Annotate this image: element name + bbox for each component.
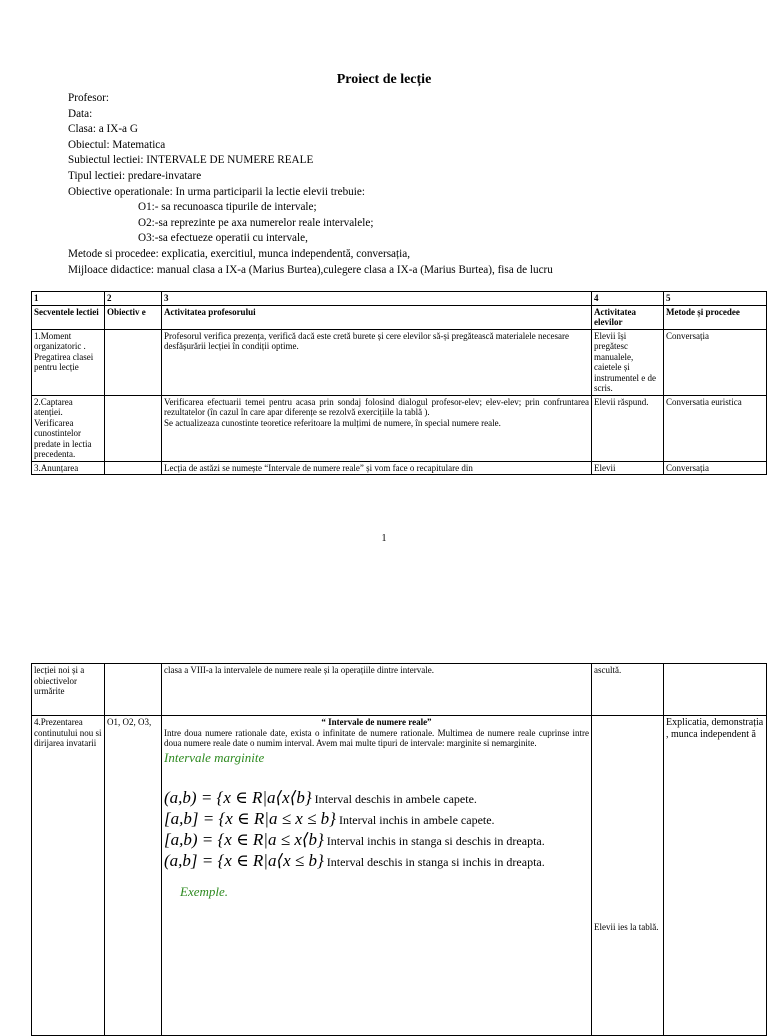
table-row bbox=[32, 461, 767, 475]
page-number: 1 bbox=[381, 533, 387, 544]
teacher-line: Profesor: bbox=[68, 92, 110, 104]
column-number: 3 bbox=[162, 292, 592, 306]
sequence-cell: 2.Captarea atenției. Verificarea cunostintelor predate in lectia precedenta. bbox=[32, 395, 105, 461]
student-activity-cell bbox=[592, 716, 664, 1036]
lesson-type-line: Tipul lectiei: predare-invatare bbox=[68, 169, 202, 182]
column-header: Activitatea profesorului bbox=[162, 305, 592, 329]
examples-heading: Exemple. bbox=[180, 884, 229, 899]
objectives-intro-line: Obiective operationale: In urma participarii la lectie elevii trebuie: bbox=[68, 185, 365, 198]
methods-cell: Conversația bbox=[664, 329, 767, 395]
teacher-activity-cell: Profesorul verifica prezența, verifică dacă este cretă burete și cere elevilor să-și pregătească materialele necesare desfășurării lecției în condiții optime. bbox=[162, 329, 592, 395]
lesson-header-info bbox=[68, 91, 553, 278]
column-header: Secventele lectiei bbox=[32, 305, 105, 329]
column-header: Obiectiv e bbox=[105, 305, 162, 329]
teacher-activity-cell: Lecția de astăzi se numește “Intervale de numere reale” și vom face o recapitulare din bbox=[162, 461, 592, 475]
class-line: Clasa: a IX-a G bbox=[68, 123, 138, 136]
student-activity-cell: Elevii își pregătesc manualele, caietele și instrumentel e de scris. bbox=[592, 329, 664, 395]
column-header-row bbox=[32, 305, 767, 329]
methods-cell bbox=[664, 664, 767, 716]
methods-cell: Conversația bbox=[664, 461, 767, 475]
column-number: 4 bbox=[592, 292, 664, 306]
intro-paragraph: Intre doua numere rationale date, exista o infinitate de numere rationale. Multimea de numere reale cuprinse intre doua numere reale date o numim interval. Avem mai multe tipuri de intervale: marginite si nemarginite. bbox=[164, 727, 589, 748]
column-header: Metode și procedee bbox=[664, 305, 767, 329]
objective-o2: O2:-sa reprezinte pe axa numerelor reale intervalele; bbox=[138, 216, 374, 229]
interval-closed-left bbox=[164, 830, 589, 849]
sequence-cell: 3.Anunțarea bbox=[32, 461, 105, 475]
objective-o1: O1:- sa recunoasca tipurile de intervale; bbox=[138, 201, 317, 214]
interval-formula: (a,b) = {x ∈ R|a⟨x⟨b} bbox=[164, 788, 312, 807]
teacher-activity-cell: clasa a VIII-a la intervalele de numere reale și la operațiile dintre intervale. bbox=[162, 664, 592, 716]
subject-line: Obiectul: Matematica bbox=[68, 138, 166, 151]
teacher-activity-cell bbox=[162, 716, 592, 1036]
student-activity-cell: ascultă. bbox=[592, 664, 664, 716]
interval-description: Interval inchis in stanga si deschis in dreapta. bbox=[326, 834, 545, 848]
table-row bbox=[32, 716, 767, 1036]
column-number: 2 bbox=[105, 292, 162, 306]
column-number: 5 bbox=[664, 292, 767, 306]
interval-open-left bbox=[164, 851, 589, 870]
interval-description: Interval deschis in ambele capete. bbox=[314, 792, 477, 806]
table-row bbox=[32, 395, 767, 461]
methods-cell: Explicatia, demonstrația , munca independent ă bbox=[664, 716, 767, 1036]
table-row bbox=[32, 664, 767, 716]
lesson-plan-table-continued bbox=[31, 663, 767, 1036]
sequence-cell: 1.Moment organizatoric . Pregatirea clasei pentru lecție bbox=[32, 329, 105, 395]
lesson-topic-line: Subiectul lectiei: INTERVALE DE NUMERE REALE bbox=[68, 154, 314, 167]
methods-cell: Conversatia euristica bbox=[664, 395, 767, 461]
teacher-activity-text: Se actualizeaza cunostinte teoretice referitoare la mulțimi de numere, în special numere reale. bbox=[164, 417, 501, 428]
page-title: Proiect de lecție bbox=[336, 72, 432, 87]
objective-cell bbox=[105, 329, 162, 395]
column-number: 1 bbox=[32, 292, 105, 306]
interval-closed-both bbox=[164, 809, 589, 828]
methods-line: Metode si procedee: explicatia, exercitiul, munca independentă, conversația, bbox=[68, 247, 411, 260]
sequence-cell: 4.Prezentarea continutului nou si dirijarea invatarii bbox=[32, 716, 105, 1036]
resources-line: Mijloace didactice: manual clasa a IX-a (Marius Burtea),culegere clasa a IX-a (Marius Burtea), fisa de lucru bbox=[68, 263, 553, 276]
column-number-row bbox=[32, 292, 767, 306]
student-activity-cell: Elevii bbox=[592, 461, 664, 475]
teacher-activity-cell bbox=[162, 395, 592, 461]
student-activity-text: Elevii ies la tablă. bbox=[594, 922, 659, 932]
interval-description: Interval inchis in ambele capete. bbox=[338, 813, 495, 827]
section-title: “ Intervale de numere reale” bbox=[321, 717, 432, 727]
objective-cell bbox=[105, 664, 162, 716]
sequence-cell: lecției noi și a obiectivelor urmărite bbox=[32, 664, 105, 716]
interval-open-both bbox=[164, 788, 589, 807]
table-row bbox=[32, 329, 767, 395]
interval-formula: [a,b] = {x ∈ R|a ≤ x ≤ b} bbox=[164, 809, 336, 828]
objective-o3: O3:-sa efectueze operatii cu intervale, bbox=[138, 232, 308, 245]
lesson-plan-table bbox=[31, 291, 767, 475]
interval-formula: (a,b] = {x ∈ R|a⟨x ≤ b} bbox=[164, 851, 324, 870]
date-line: Data: bbox=[68, 107, 93, 120]
interval-formula: [a,b) = {x ∈ R|a ≤ x⟨b} bbox=[164, 830, 324, 849]
objective-cell bbox=[105, 461, 162, 475]
interval-description: Interval deschis in stanga si inchis in dreapta. bbox=[326, 855, 545, 869]
bounded-intervals-heading: Intervale marginite bbox=[164, 749, 265, 765]
student-activity-cell: Elevii răspund. bbox=[592, 395, 664, 461]
objective-cell bbox=[105, 395, 162, 461]
objective-cell: O1, O2, O3, bbox=[105, 716, 162, 1036]
teacher-activity-text: Verificarea efectuarii temei pentru acasa prin sondaj folosind dialogul profesor-elev; elev-elev; prin confruntarea rezultatelor (în cazul în care apar diferențe se rezolvă exercițiile la tablă ). bbox=[164, 396, 589, 417]
column-header: Activitatea elevilor bbox=[592, 305, 664, 329]
